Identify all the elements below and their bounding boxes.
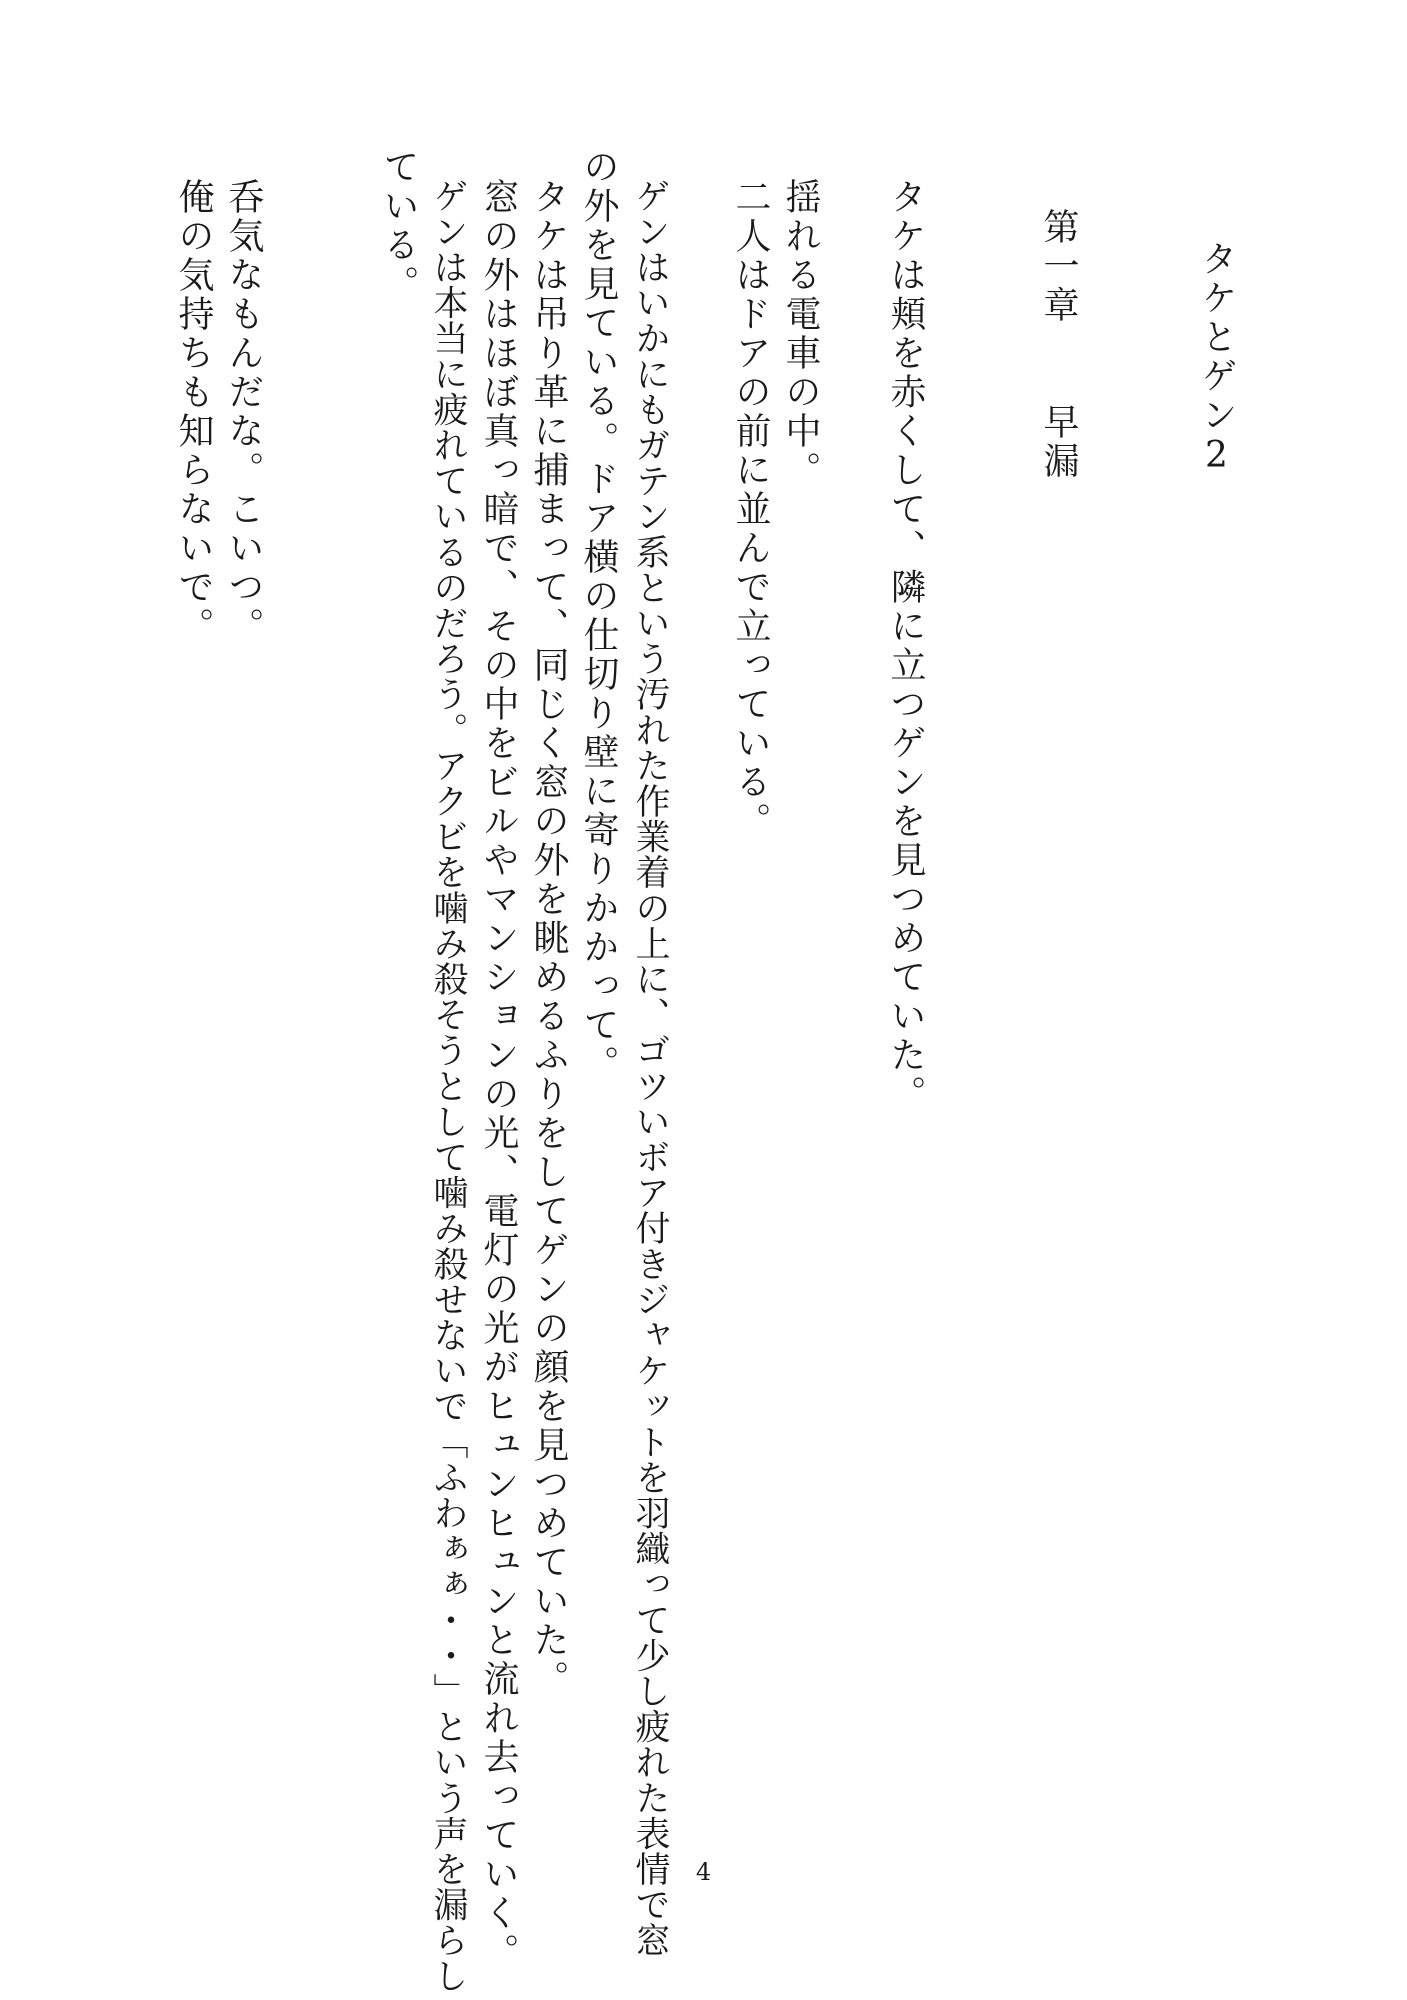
text-line-5: の外を見ている。ドア横の仕切り壁に寄りかかって。: [578, 148, 619, 1084]
text-line-8: ゲンは本当に疲れているのだろう。アクビを噛み殺そうとして噛み殺せないで「ふわぁぁ・・」という声を漏らし: [428, 178, 468, 1994]
text-line-10: 呑気なもんだな。こいつ。: [223, 178, 264, 646]
text-line-7: 窓の外はほぼ真っ暗で、その中をビルやマンションの光、電灯の光がヒュンヒュンと流れ去っていく。: [478, 178, 519, 1972]
story-title: タケとゲン2: [1196, 240, 1237, 479]
chapter-heading: [1030, 208, 1086, 481]
text-line-2: 揺れる電車の中。: [780, 178, 821, 490]
text-line-1: タケは頬を赤くして、隣に立つゲンを見つめていた。: [885, 178, 926, 1114]
text-line-9: ている。: [378, 148, 419, 304]
chapter-spacer: [1038, 325, 1079, 403]
chapter-label: 第一章: [1038, 208, 1079, 325]
text-line-11: 俺の気持ちも知らないで。: [173, 178, 214, 646]
text-line-3: 二人はドアの前に並んで立っている。: [730, 178, 771, 841]
text-line-4: ゲンはいかにもガテン系という汚れた作業着の上に、ゴツいボア付きジャケットを羽織って少し疲れた表情で窓: [630, 178, 670, 1958]
page-number: 4: [695, 1858, 712, 1886]
text-line-6: タケは吊り革に捕まって、同じく窓の外を眺めるふりをしてゲンの顔を見つめていた。: [528, 178, 569, 1699]
chapter-name: 早漏: [1038, 403, 1079, 481]
